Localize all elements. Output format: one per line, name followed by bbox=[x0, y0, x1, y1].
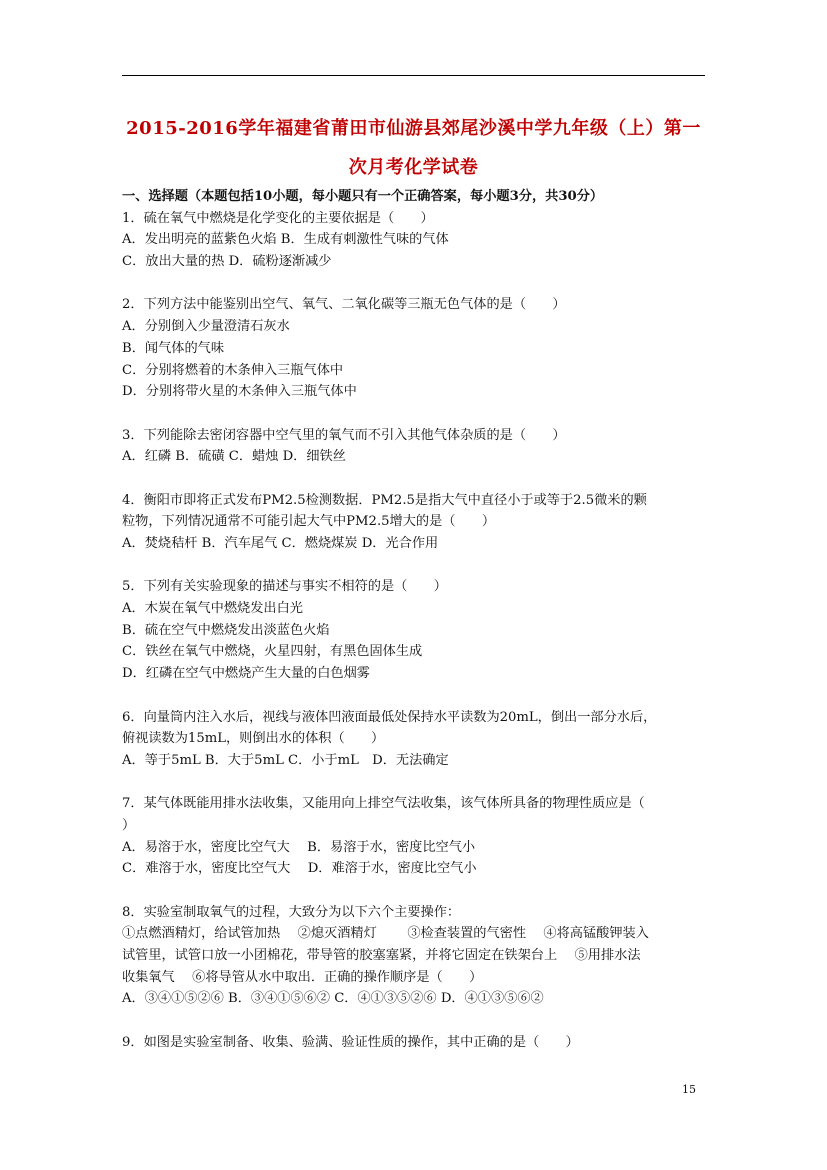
question-7 bbox=[122, 793, 722, 880]
question-6 bbox=[122, 707, 722, 772]
question-1-line: C．放出大量的热 D．硫粉逐渐减少 bbox=[122, 254, 332, 270]
question-7-line: ） bbox=[122, 817, 136, 833]
question-2-line: C．分别将燃着的木条伸入三瓶气体中 bbox=[122, 362, 344, 378]
section-heading: 一、选择题（本题包括10小题，每小题只有一个正确答案，每小题3分，共30分） bbox=[122, 189, 604, 204]
question-8 bbox=[122, 902, 722, 1010]
question-8-line: 8．实验室制取氧气的过程，大致分为以下六个主要操作： bbox=[122, 904, 461, 920]
question-6-line: 6．向量筒内注入水后，视线与液体凹液面最低处保持水平读数为20mL，倒出一部分水后， bbox=[122, 709, 657, 725]
exam-title-line-1: 2015-2016学年福建省莆田市仙游县郊尾沙溪中学九年级（上）第一 bbox=[126, 118, 701, 139]
question-3 bbox=[122, 425, 722, 468]
question-5 bbox=[122, 576, 722, 684]
question-1-line: A．发出明亮的蓝紫色火焰 B．生成有刺激性气味的气体 bbox=[122, 232, 449, 248]
question-5-line: B．硫在空气中燃烧发出淡蓝色火焰 bbox=[122, 622, 330, 638]
question-4-line: 粒物，下列情况通常不可能引起大气中PM2.5增大的是（ ） bbox=[122, 514, 496, 530]
question-5-line: C．铁丝在氧气中燃烧，火星四射，有黑色固体生成 bbox=[122, 644, 423, 660]
header-rule bbox=[122, 75, 705, 76]
question-7-line: 7．某气体既能用排水法收集，又能用向上排空气法收集，该气体所具备的物理性质应是（ bbox=[122, 796, 645, 812]
question-1 bbox=[122, 208, 722, 273]
question-7-line: C．难溶于水，密度比空气大 D．难溶于水，密度比空气小 bbox=[122, 861, 477, 877]
page-number: 15 bbox=[682, 1083, 696, 1096]
question-2-line: A．分别倒入少量澄清石灰水 bbox=[122, 319, 290, 335]
question-7-line: A．易溶于水，密度比空气大 B．易溶于水，密度比空气小 bbox=[122, 839, 476, 855]
question-2-line: B．闻气体的气味 bbox=[122, 340, 225, 356]
question-8-line: A．③④①⑤②⑥ B．③④①⑤⑥② C．④①③⑤②⑥ D．④①③⑤⑥② bbox=[122, 991, 544, 1007]
question-2 bbox=[122, 294, 722, 402]
question-6-line: A．等于5mL B．大于5mL C．小于mL D．无法确定 bbox=[122, 752, 449, 768]
question-1-line: 1．硫在氧气中燃烧是化学变化的主要依据是（ ） bbox=[122, 210, 434, 226]
exam-content bbox=[122, 186, 722, 1054]
exam-title-line-2: 次月考化学试卷 bbox=[348, 157, 479, 178]
question-6-line: 俯视读数为15mL，则倒出水的体积（ ） bbox=[122, 731, 385, 747]
question-3-line: 3．下列能除去密闭容器中空气里的氧气而不引入其他气体杂质的是（ ） bbox=[122, 427, 566, 443]
question-5-line: D．红磷在空气中燃烧产生大量的白色烟雾 bbox=[122, 666, 370, 682]
question-2-line: D．分别将带火星的木条伸入三瓶气体中 bbox=[122, 384, 357, 400]
question-4 bbox=[122, 490, 722, 555]
question-5-line: 5．下列有关实验现象的描述与事实不相符的是（ ） bbox=[122, 579, 447, 595]
question-8-line: 收集氧气 ⑥将导管从水中取出．正确的操作顺序是（ ） bbox=[122, 969, 483, 985]
question-2-line: 2．下列方法中能鉴别出空气、氧气、二氧化碳等三瓶无色气体的是（ ） bbox=[122, 297, 566, 313]
question-3-line: A．红磷 B．硫磺 C．蜡烛 D．细铁丝 bbox=[122, 449, 346, 465]
question-8-line: 试管里，试管口放一小团棉花，带导管的胶塞塞紧，并将它固定在铁架台上 ⑤用排水法 bbox=[122, 948, 641, 964]
question-5-line: A．木炭在氧气中燃烧发出白光 bbox=[122, 601, 303, 617]
question-8-line: ①点燃酒精灯，给试管加热 ②熄灭酒精灯 ③检查装置的气密性 ④将高锰酸钾装入 bbox=[122, 926, 649, 942]
question-9-line: 9．如图是实验室制备、收集、验满、验证性质的操作，其中正确的是（ ） bbox=[122, 1034, 579, 1050]
question-9 bbox=[122, 1032, 722, 1054]
question-4-line: A．焚烧秸杆 B．汽车尾气 C．燃烧煤炭 D．光合作用 bbox=[122, 536, 439, 551]
question-4-line: 4．衡阳市即将正式发布PM2.5检测数据．PM2.5是指大气中直径小于或等于2.5微米的颗 bbox=[122, 492, 647, 508]
